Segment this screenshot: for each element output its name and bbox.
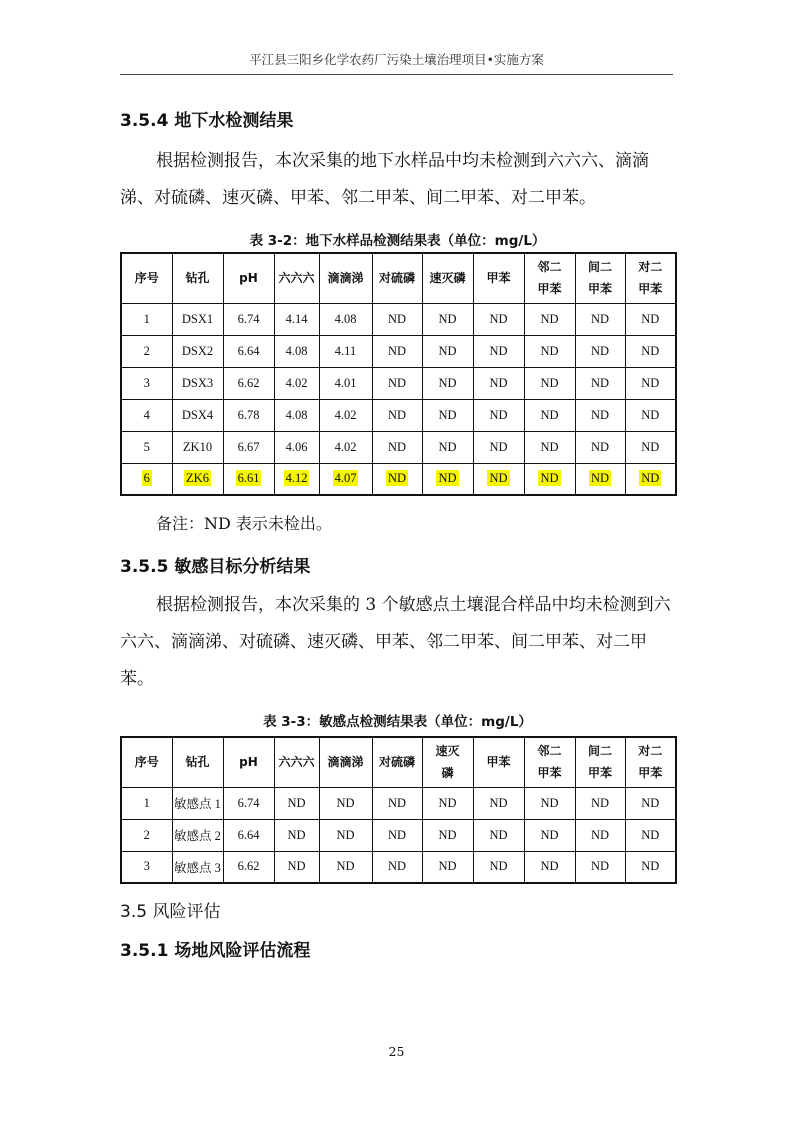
table-cell <box>172 431 223 463</box>
cell-value: 2 <box>143 827 150 842</box>
table-cell <box>274 851 319 883</box>
table-3-3-caption: 表 3-3：敏感点检测结果表（单位：mg/L） <box>263 714 532 730</box>
column-header: 六六六 <box>274 737 319 787</box>
cell-value: ND <box>387 859 407 874</box>
cell-value: ND <box>489 407 508 422</box>
paragraph-sensitive-targets: 根据检测报告，本次采集的 3 个敏感点土壤混合样品中均未检测到六六六、滴滴涕、对硫磷、速灭磷、甲苯、邻二甲苯、间二甲苯、对二甲苯。 <box>120 595 671 689</box>
table-cell <box>473 431 524 463</box>
cell-value: ND <box>641 375 660 390</box>
cell-value: ND <box>590 439 610 454</box>
cell-value: 6 <box>143 471 150 486</box>
table-cell <box>223 819 274 851</box>
table-cell <box>172 819 223 851</box>
table-cell <box>422 819 473 851</box>
cell-value: ND <box>641 343 660 358</box>
cell-value: ND <box>387 471 407 486</box>
table-cell <box>274 399 319 431</box>
table-cell <box>121 335 172 367</box>
cell-value: ND <box>489 859 508 874</box>
table-cell <box>575 819 625 851</box>
table-cell <box>625 399 676 431</box>
cell-value: ND <box>438 795 457 810</box>
table-cell <box>372 787 422 819</box>
table-row <box>121 787 676 819</box>
table-cell <box>274 819 319 851</box>
cell-value: 6.74 <box>237 795 260 810</box>
cell-value: 3 <box>143 375 150 390</box>
cell-value: 敏感点 2 <box>174 829 221 843</box>
table-cell <box>422 367 473 399</box>
table-row <box>121 431 676 463</box>
table-cell <box>625 431 676 463</box>
table-cell <box>172 787 223 819</box>
cell-value: 4.02 <box>334 407 357 422</box>
table-header-row <box>121 737 676 787</box>
cell-value: 3 <box>143 859 150 874</box>
cell-value: 6.64 <box>237 343 260 358</box>
column-header: 序号 <box>121 253 172 303</box>
table-3-2-caption: 表 3-2：地下水样品检测结果表（单位：mg/L） <box>249 233 546 249</box>
table-cell <box>524 335 575 367</box>
table-cell <box>625 787 676 819</box>
column-header: 序号 <box>121 737 172 787</box>
table-cell <box>319 787 372 819</box>
table-cell <box>121 367 172 399</box>
table-cell <box>274 335 319 367</box>
cell-value: ND <box>438 407 457 422</box>
table-row <box>121 335 676 367</box>
cell-value: ZK10 <box>182 439 213 454</box>
section-heading-3-5-1: 3.5.1 场地风险评估流程 <box>120 941 311 961</box>
table-cell <box>121 463 172 495</box>
table-cell <box>422 851 473 883</box>
header-divider <box>120 74 673 75</box>
table-cell <box>575 367 625 399</box>
column-header: pH <box>223 253 274 303</box>
table-cell <box>274 367 319 399</box>
table-cell <box>625 335 676 367</box>
table-cell <box>319 431 372 463</box>
column-header: 间二 甲苯 <box>575 737 625 787</box>
page-number: 25 <box>388 1044 405 1059</box>
column-header: 邻二 甲苯 <box>524 253 575 303</box>
table-cell <box>223 367 274 399</box>
cell-value: 6.64 <box>237 827 260 842</box>
table-cell <box>319 367 372 399</box>
cell-value: DSX4 <box>181 407 214 422</box>
cell-value: ND <box>641 439 660 454</box>
table-cell <box>422 431 473 463</box>
cell-value: 敏感点 1 <box>174 797 221 811</box>
section-heading-3-5-4: 3.5.4 地下水检测结果 <box>120 111 294 131</box>
table-cell <box>319 335 372 367</box>
cell-value: 敏感点 3 <box>174 860 221 875</box>
table-cell <box>172 367 223 399</box>
cell-value: ND <box>438 439 457 454</box>
cell-value: 1 <box>143 311 150 326</box>
table-cell <box>121 431 172 463</box>
cell-value: ND <box>641 795 660 810</box>
cell-value: ND <box>438 343 457 358</box>
table-cell <box>274 431 319 463</box>
table-cell <box>473 335 524 367</box>
cell-value: ND <box>641 407 660 422</box>
table-cell <box>422 303 473 335</box>
cell-value: ND <box>540 795 559 810</box>
cell-value: ND <box>590 795 610 810</box>
cell-value: 4.14 <box>285 311 308 326</box>
table-cell <box>524 367 575 399</box>
table-cell <box>524 399 575 431</box>
table-cell <box>372 367 422 399</box>
cell-value: ND <box>387 439 407 454</box>
cell-value: ND <box>287 859 306 874</box>
table-cell <box>372 399 422 431</box>
cell-value: ND <box>387 795 407 810</box>
table-cell <box>524 787 575 819</box>
paragraph-groundwater: 根据检测报告，本次采集的地下水样品中均未检测到六六六、滴滴涕、对硫磷、速灭磷、甲苯、邻二甲苯、间二甲苯、对二甲苯。 <box>120 151 649 208</box>
cell-value: ND <box>540 407 559 422</box>
table-row <box>121 463 676 495</box>
table-row <box>121 399 676 431</box>
table-cell <box>473 399 524 431</box>
cell-value: 4.08 <box>285 407 308 422</box>
cell-value: ND <box>590 407 610 422</box>
table-cell <box>319 399 372 431</box>
cell-value: ND <box>641 827 660 842</box>
table-cell <box>575 787 625 819</box>
cell-value: ND <box>590 311 610 326</box>
table-cell <box>121 851 172 883</box>
table-cell <box>172 851 223 883</box>
table-cell <box>625 463 676 495</box>
table-cell <box>473 819 524 851</box>
table-cell <box>319 463 372 495</box>
table-cell <box>473 463 524 495</box>
cell-value: ND <box>489 311 508 326</box>
table-cell <box>274 787 319 819</box>
cell-value: 4.08 <box>334 311 357 326</box>
cell-value: ND <box>540 439 559 454</box>
column-header: 对硫磷 <box>372 737 422 787</box>
cell-value: 6.62 <box>237 375 260 390</box>
column-header: 甲苯 <box>473 253 524 303</box>
cell-value: ND <box>489 439 508 454</box>
table-row <box>121 819 676 851</box>
column-header: 对硫磷 <box>372 253 422 303</box>
section-heading-3-5: 3.5 风险评估 <box>120 902 221 922</box>
cell-value: ND <box>287 795 306 810</box>
table-cell <box>422 787 473 819</box>
cell-value: 4.02 <box>334 439 357 454</box>
cell-value: ND <box>540 827 559 842</box>
cell-value: 6.62 <box>237 859 260 874</box>
table-cell <box>473 787 524 819</box>
cell-value: 6.74 <box>237 311 260 326</box>
cell-value: 6.67 <box>237 439 260 454</box>
table-cell <box>524 819 575 851</box>
table-cell <box>524 431 575 463</box>
section-heading-3-5-5: 3.5.5 敏感目标分析结果 <box>120 557 311 577</box>
column-header: 滴滴涕 <box>319 253 372 303</box>
table-cell <box>625 303 676 335</box>
cell-value: 5 <box>143 439 150 454</box>
cell-value: 2 <box>143 343 150 358</box>
table-note: 备注：ND 表示未检出。 <box>156 514 332 533</box>
sensitive-points-table <box>120 736 677 884</box>
table-cell <box>422 335 473 367</box>
table-cell <box>372 851 422 883</box>
cell-value: ND <box>540 311 559 326</box>
cell-value: ND <box>590 375 610 390</box>
column-header: 邻二 甲苯 <box>524 737 575 787</box>
cell-value: ZK6 <box>186 471 209 486</box>
cell-value: ND <box>540 375 559 390</box>
cell-value: ND <box>590 859 610 874</box>
table-cell <box>172 399 223 431</box>
cell-value: 4.06 <box>285 439 308 454</box>
table-cell <box>372 335 422 367</box>
cell-value: ND <box>438 859 457 874</box>
table-cell <box>524 303 575 335</box>
table-cell <box>372 303 422 335</box>
cell-value: ND <box>387 407 407 422</box>
column-header: 滴滴涕 <box>319 737 372 787</box>
table-cell <box>575 335 625 367</box>
cell-value: ND <box>641 311 660 326</box>
table-cell <box>473 851 524 883</box>
cell-value: ND <box>590 471 610 486</box>
cell-value: ND <box>641 859 660 874</box>
table-cell <box>372 819 422 851</box>
table-cell <box>223 851 274 883</box>
table-cell <box>625 367 676 399</box>
table-cell <box>422 463 473 495</box>
table-cell <box>274 463 319 495</box>
table-cell <box>524 851 575 883</box>
table-cell <box>223 399 274 431</box>
column-header: pH <box>223 737 274 787</box>
table-cell <box>121 399 172 431</box>
column-header: 对二 甲苯 <box>625 253 676 303</box>
table-cell <box>172 335 223 367</box>
cell-value: ND <box>438 375 457 390</box>
table-cell <box>372 463 422 495</box>
cell-value: ND <box>438 471 457 486</box>
table-cell <box>575 851 625 883</box>
table-cell <box>422 399 473 431</box>
column-header: 钻孔 <box>172 253 223 303</box>
column-header: 甲苯 <box>473 737 524 787</box>
table-cell <box>575 431 625 463</box>
column-header: 六六六 <box>274 253 319 303</box>
cell-value: 6.78 <box>237 407 260 422</box>
cell-value: 4.08 <box>285 343 308 358</box>
table-cell <box>575 399 625 431</box>
cell-value: 4.07 <box>334 471 357 486</box>
running-header: 平江县三阳乡化学农药厂污染土壤治理项目•实施方案 <box>249 52 544 67</box>
cell-value: DSX3 <box>181 375 214 390</box>
column-header: 间二 甲苯 <box>575 253 625 303</box>
table-cell <box>575 463 625 495</box>
cell-value: ND <box>489 471 508 486</box>
table-cell <box>319 819 372 851</box>
table-cell <box>625 851 676 883</box>
cell-value: ND <box>489 375 508 390</box>
table-cell <box>172 303 223 335</box>
cell-value: ND <box>590 827 610 842</box>
table-cell <box>223 463 274 495</box>
cell-value: 4.02 <box>285 375 308 390</box>
cell-value: ND <box>287 827 306 842</box>
table-cell <box>473 367 524 399</box>
cell-value: ND <box>540 859 559 874</box>
column-header: 速灭 磷 <box>422 737 473 787</box>
table-cell <box>223 303 274 335</box>
cell-value: ND <box>387 343 407 358</box>
cell-value: ND <box>387 827 407 842</box>
table-cell <box>121 787 172 819</box>
cell-value: ND <box>540 343 559 358</box>
table-header-row <box>121 253 676 303</box>
table-row <box>121 851 676 883</box>
cell-value: ND <box>489 827 508 842</box>
table-cell <box>625 819 676 851</box>
groundwater-results-table <box>120 252 677 496</box>
table-cell <box>274 303 319 335</box>
table-cell <box>223 335 274 367</box>
table-cell <box>473 303 524 335</box>
cell-value: 4.12 <box>285 471 308 486</box>
cell-value: 4 <box>143 407 150 422</box>
cell-value: 4.11 <box>334 343 357 358</box>
column-header: 对二 甲苯 <box>625 737 676 787</box>
cell-value: ND <box>641 471 660 486</box>
table-cell <box>223 431 274 463</box>
cell-value: 4.01 <box>334 375 357 390</box>
table-cell <box>524 463 575 495</box>
cell-value: ND <box>336 827 355 842</box>
cell-value: ND <box>336 795 355 810</box>
cell-value: ND <box>489 343 508 358</box>
column-header: 钻孔 <box>172 737 223 787</box>
cell-value: 6.61 <box>237 471 260 486</box>
table-row <box>121 303 676 335</box>
cell-value: DSX1 <box>181 311 214 326</box>
cell-value: DSX2 <box>181 343 214 358</box>
table-cell <box>121 819 172 851</box>
table-cell <box>319 303 372 335</box>
cell-value: ND <box>336 859 355 874</box>
cell-value: ND <box>387 311 407 326</box>
cell-value: ND <box>387 375 407 390</box>
cell-value: 1 <box>143 795 150 810</box>
cell-value: ND <box>438 311 457 326</box>
table-cell <box>372 431 422 463</box>
table-cell <box>319 851 372 883</box>
column-header: 速灭磷 <box>422 253 473 303</box>
table-cell <box>121 303 172 335</box>
cell-value: ND <box>540 471 559 486</box>
table-row <box>121 367 676 399</box>
cell-value: ND <box>590 343 610 358</box>
table-cell <box>223 787 274 819</box>
table-cell <box>575 303 625 335</box>
cell-value: ND <box>438 827 457 842</box>
table-cell <box>172 463 223 495</box>
cell-value: ND <box>489 795 508 810</box>
